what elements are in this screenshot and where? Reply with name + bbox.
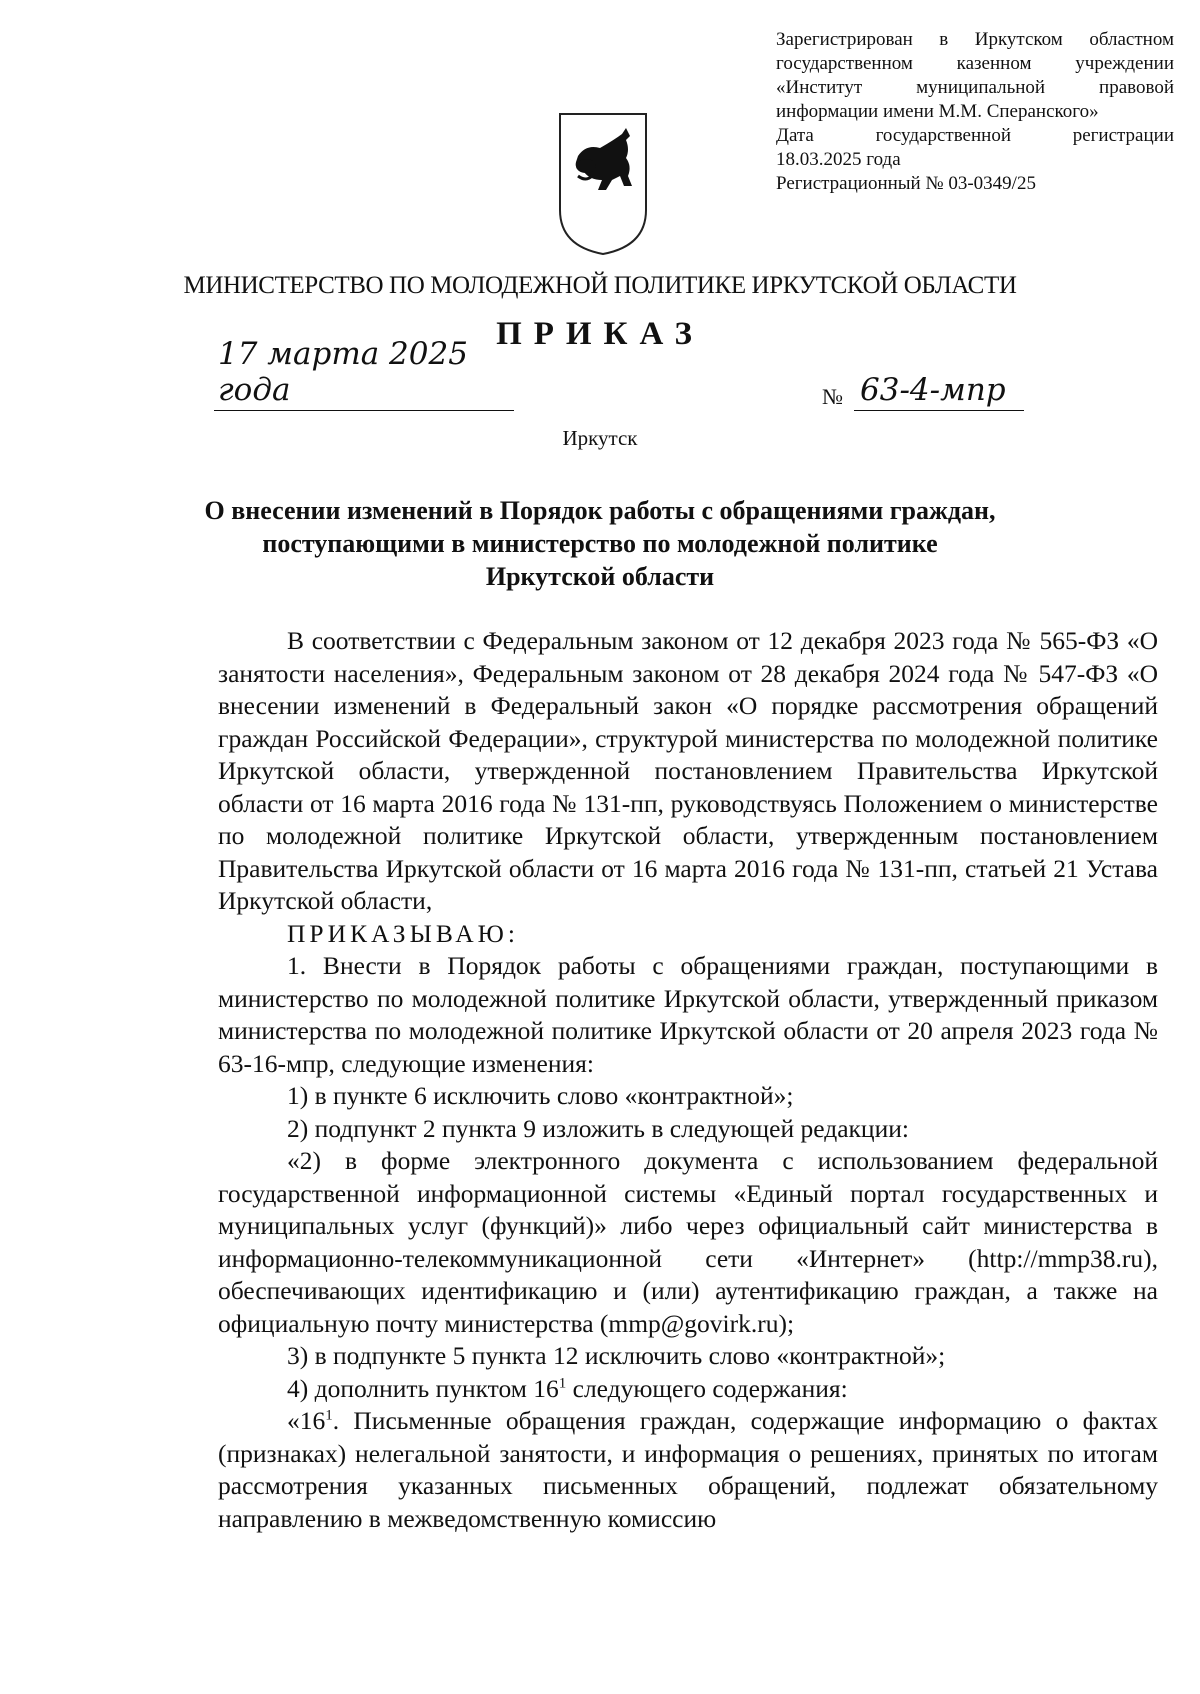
subject-line: О внесении изменений в Порядок работы с обращениями граждан, <box>204 496 996 525</box>
registration-line: государственном казенном учреждении <box>776 53 1174 74</box>
city: Иркутск <box>562 426 638 450</box>
subject-line: Иркутской области <box>485 562 715 591</box>
document-title: ПРИКАЗ <box>496 316 704 352</box>
order-subject <box>150 494 1050 593</box>
registration-line: Зарегистрирован в Иркутском областном <box>776 29 1174 50</box>
order-date-field <box>214 336 514 411</box>
quoted-paragraph <box>218 1405 1158 1535</box>
registration-line: информации имени М.М. Сперанского» <box>776 101 1099 122</box>
registration-line: Дата государственной регистрации <box>776 125 1174 146</box>
order-number-label: № <box>822 384 843 409</box>
subitem-text: 4) дополнить пунктом 16 <box>287 1373 559 1403</box>
registration-stamp <box>776 28 1174 196</box>
order-word: ПРИКАЗЫВАЮ: <box>287 918 519 948</box>
quote-text: . Письменные обращения граждан, содержащие информацию о фактах (признаках) нелегальной занятости, и информация о решениях, принятых по итогам рассмотрения указанных письменных обращений, подлежат обязательному направлению в межведомственную комиссию <box>218 1406 1158 1533</box>
registration-line: «Институт муниципальной правовой <box>776 77 1174 98</box>
quote-text: «16 <box>287 1406 326 1435</box>
quoted-paragraph: «2) в форме электронного документа с использованием федеральной государственной информационной системы «Единый портал государственных и муниципальных услуг (функций)» либо через официальный сайт министерства в информационно-телекоммуникационной сети «Интернет» (http://mmp38.ru), обеспечивающих идентификацию и (или) аутентификацию граждан, а также на официальную почту министерства (mmp@govirk.ru); <box>218 1146 1158 1338</box>
subitem-paragraph: 3) в подпункте 5 пункта 12 исключить слово «контрактной»; <box>287 1341 946 1370</box>
item-paragraph: 1. Внести в Порядок работы с обращениями граждан, поступающими в министерство по молодежной политике Иркутской области, утвержденный приказом министерства по молодежной политике Иркутской области от 20 апреля 2023 года № 63-16-мпр, следующие изменения: <box>218 951 1158 1078</box>
subitem-paragraph <box>218 1373 1158 1406</box>
subitem-paragraph: 1) в пункте 6 исключить слово «контрактной»; <box>287 1081 794 1110</box>
ministry-name: МИНИСТЕРСТВО ПО МОЛОДЕЖНОЙ ПОЛИТИКЕ ИРКУТСКОЙ ОБЛАСТИ <box>183 272 1017 299</box>
superscript: 1 <box>325 1407 333 1424</box>
document-body <box>218 625 1158 1535</box>
registration-date: 18.03.2025 года <box>776 149 901 170</box>
registration-number: Регистрационный № 03-0349/25 <box>776 173 1036 194</box>
order-number-handwritten: 63-4-мпр <box>860 372 1006 408</box>
coat-of-arms-icon <box>556 110 650 258</box>
superscript: 1 <box>558 1375 567 1391</box>
subitem-paragraph: 2) подпункт 2 пункта 9 изложить в следующей редакции: <box>287 1113 909 1143</box>
order-date-handwritten: 17 марта 2025 года <box>218 336 468 408</box>
preamble-paragraph: В соответствии с Федеральным законом от 12 декабря 2023 года № 565-ФЗ «О занятости населения», Федеральным законом от 28 декабря 2024 года № 547-ФЗ «О внесении изменений в Федеральный закон «О порядке рассмотрения обращений граждан Российской Федерации», структурой министерства по молодежной политике Иркутской области, утвержденной постановлением Правительства Иркутской области от 16 марта 2016 года № 131-пп, руководствуясь Положением о министерстве по молодежной политике Иркутской области, утвержденным постановлением Правительства Иркутской области от 16 марта 2016 года № 131-пп, статьей 21 Устава Иркутской области, <box>218 626 1158 915</box>
subitem-text: следующего содержания: <box>566 1373 848 1403</box>
subject-line: поступающими в министерство по молодежной политике <box>262 529 938 558</box>
order-number-field <box>854 370 1024 411</box>
